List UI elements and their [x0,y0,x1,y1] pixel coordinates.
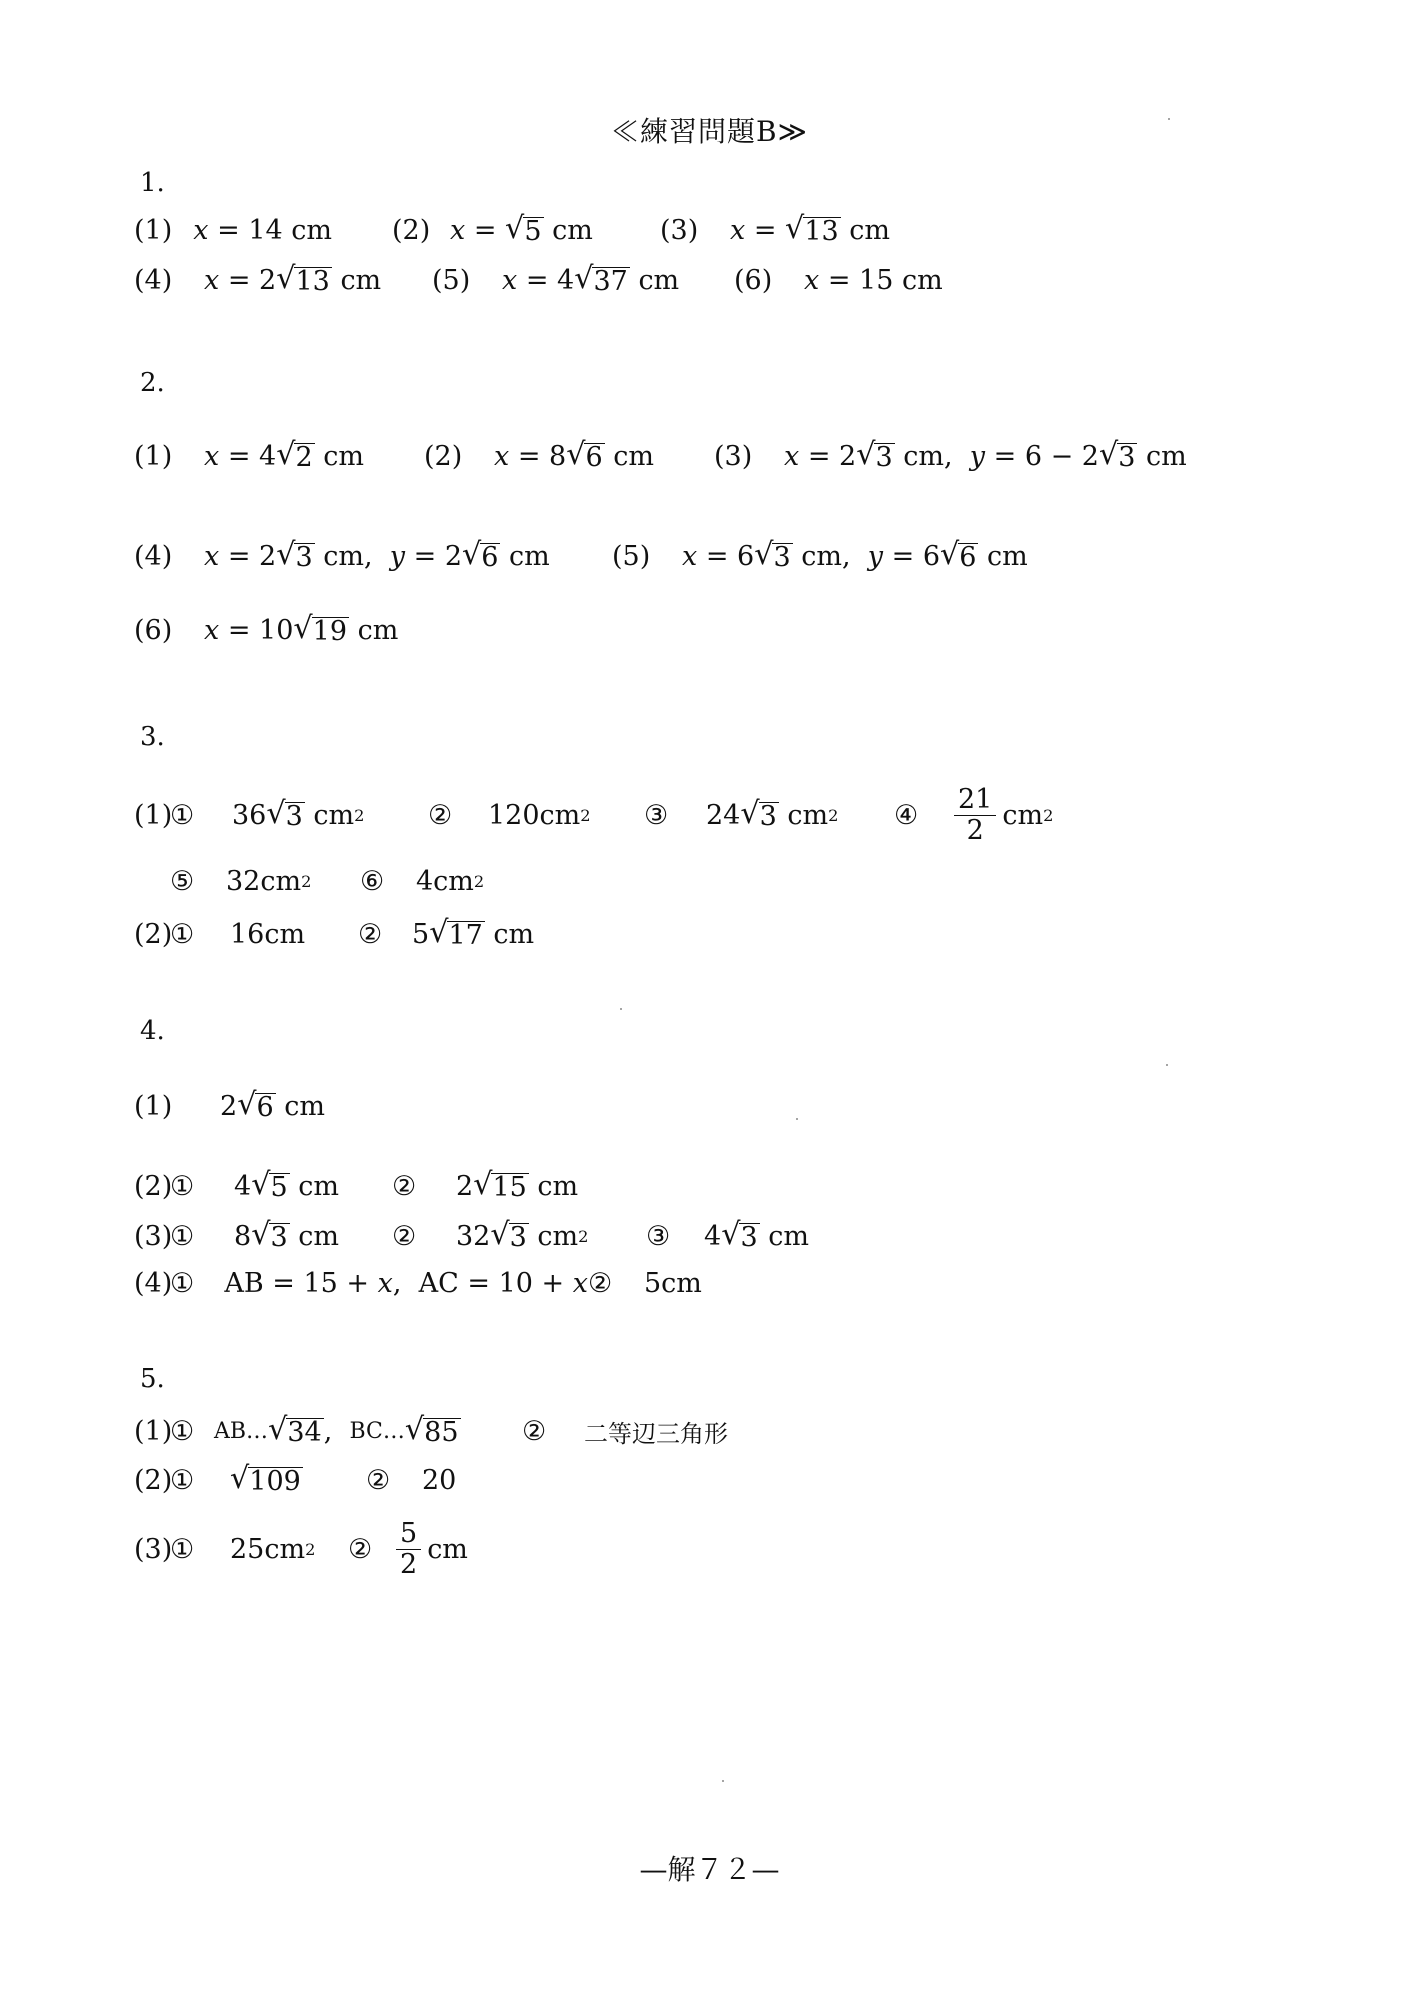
s5-p3-answer-2 [348,1519,468,1579]
s1-answer-1 [134,215,332,246]
part-label: (1) [134,1416,173,1447]
radical-sign: √ [276,261,296,296]
s5-p2-answer-1 [170,1461,366,1497]
square-root [230,1461,303,1497]
s3-p1-answer-1 [170,795,428,832]
coefficient: 5 [412,918,430,950]
part-label: (2) [134,1170,173,1202]
equals: = 2 [807,440,857,472]
scan-speck [620,1008,622,1010]
circled-number: ① [170,799,195,831]
s1-answer-2 [392,211,660,247]
radical-sign: √ [574,261,594,296]
fraction [954,785,996,845]
variable-x: x [682,540,698,572]
scan-speck [1168,118,1170,120]
s4-p2-answer-2 [392,1167,579,1203]
s3-row-1 [134,772,1053,858]
exponent: 2 [305,1539,316,1559]
circled-number: ② [522,1416,547,1447]
radical-sign: √ [293,611,313,646]
square-root [251,1167,289,1203]
s2-answer-1 [134,437,424,473]
s3-p1-answer-2 [428,800,644,831]
scan-speck [796,1118,798,1120]
section-5-number: 5. [140,1364,165,1394]
equals: = 4 [227,440,277,472]
radicand: 3 [295,542,313,573]
item-label: (4) [134,264,173,296]
s2-row-2 [134,537,1028,573]
square-root [251,1217,289,1253]
s4-p4-answer-1 [170,1268,588,1299]
s4-row-2 [134,1167,579,1203]
circled-number: ① [170,918,195,950]
s4-p3-answer-1 [170,1217,392,1253]
item-label: (6) [734,264,773,296]
radicand: 6 [256,1092,274,1123]
radical-sign: √ [429,915,449,950]
part-label: (3) [134,1220,173,1252]
circled-number: ② [392,1170,417,1202]
s1-answer-6 [734,265,943,296]
s4-p3-answer-2 [392,1217,646,1253]
exponent: 2 [580,805,591,825]
square-root [276,537,314,573]
variable-x: x [204,264,220,296]
equals: = 2 [227,264,277,296]
circled-number: ② [358,918,383,950]
square-root [266,795,304,832]
square-root [574,261,630,297]
equals: = [753,214,777,246]
s2-answer-2 [424,437,714,473]
unit: cm [357,614,399,646]
answer-text: 二等辺三角形 [584,1420,728,1448]
variable-x: x [502,264,518,296]
s3-row-3 [134,915,535,951]
page-title: ≪練習問題B≫ [611,115,808,148]
radical-sign: √ [251,1217,271,1252]
radical-sign: √ [473,1167,493,1202]
square-root [276,437,314,473]
radicand: 6 [585,442,603,473]
square-root [785,211,841,247]
comma: , [323,1416,333,1447]
s4-row-4 [134,1268,702,1299]
equals: = 6 [705,540,755,572]
radicand: 3 [759,800,777,832]
circled-number: ② [392,1220,417,1252]
s1-row-1 [134,211,890,247]
s4-row-3 [134,1217,809,1253]
circled-number: ① [170,1220,195,1252]
coefficient: 8 [234,1220,252,1252]
radicand: 13 [804,216,839,247]
square-root [237,1087,275,1123]
circled-number: ② [588,1268,613,1299]
radicand: 3 [270,1222,288,1253]
circled-number: ② [428,799,453,831]
unit: cm [284,1090,325,1122]
s5-p1-answer-1 [170,1412,522,1449]
equals: = 8 [517,440,567,472]
coefficient: 32 [456,1220,491,1252]
page-number: —解７２— [639,1853,780,1886]
part-label: (2) [134,918,173,950]
unit: cm [537,1170,579,1202]
radicand: 6 [959,542,977,573]
circled-number: ① [170,1533,195,1565]
s5-p1-answer-2 [522,1414,728,1449]
radical-sign: √ [1098,437,1119,472]
coefficient: 36 [232,799,267,831]
square-root [505,211,543,247]
s1-answer-5 [432,261,734,297]
unit: cm [1002,799,1044,831]
bc-label: BC… [349,1419,405,1444]
unit: cm [313,799,355,831]
variable-x: x [494,440,510,472]
radical-sign: √ [268,1412,288,1448]
item-label: (2) [392,214,431,246]
part-label: (3) [134,1533,173,1565]
unit: cm [509,540,550,572]
circled-number: ⑤ [170,866,195,897]
answer-text: 25cm [230,1533,306,1565]
radical-sign: √ [276,437,296,472]
unit: cm [768,1220,809,1252]
radical-sign: √ [785,211,805,246]
radicand: 3 [875,442,893,473]
radical-sign: √ [404,1412,425,1448]
coefficient: 24 [706,799,741,831]
ac-expression: AC = 10 + [418,1268,565,1299]
unit: cm [787,799,829,831]
circled-number: ④ [894,799,919,831]
s2-answer-5 [612,537,1028,573]
equals: = 6 [891,540,940,572]
coefficient: 4 [234,1170,252,1202]
square-root [293,611,349,647]
circled-number: ② [348,1533,373,1565]
unit: cm [493,918,535,950]
square-root [721,1217,759,1253]
s1-answer-3 [660,211,890,247]
item-label: (5) [612,540,651,572]
square-root [566,437,604,473]
equals: = [473,214,497,246]
unit: cm, [323,540,373,572]
radicand: 3 [285,800,303,832]
exponent: 2 [473,872,485,891]
variable-x: x [730,214,746,246]
section-4-number: 4. [140,1016,165,1046]
section-3-number: 3. [140,722,165,752]
equals: = 2 [227,540,277,572]
s2-answer-6 [134,611,399,647]
item-label: (5) [432,264,471,296]
s4-p2-answer-1 [170,1167,392,1203]
radical-sign: √ [276,537,296,572]
answer-text: = 14 cm [217,214,332,246]
square-root [473,1167,529,1203]
s3-p2-answer-1 [170,919,358,950]
radical-sign: √ [237,1087,257,1122]
part-label: (2) [134,1464,173,1496]
item-label: (3) [714,440,753,472]
radicand: 15 [492,1172,527,1203]
unit: cm, [801,540,851,572]
exponent: 2 [828,805,839,825]
circled-number: ① [170,1268,195,1299]
part-label: (1) [134,799,173,831]
unit: cm [427,1533,468,1565]
s4-p1-answer [220,1087,325,1123]
variable-y: y [867,540,884,572]
s5-p3-answer-1 [170,1534,348,1565]
square-root [268,1412,324,1449]
radical-sign: √ [754,537,774,572]
s5-p2-answer-2 [366,1465,456,1496]
square-root [276,261,332,297]
radicand: 3 [509,1222,527,1253]
square-root [490,1217,528,1253]
numerator: 5 [396,1519,421,1550]
ab-label: AB… [214,1419,269,1444]
equals: = 10 [227,614,294,646]
exponent: 2 [301,872,312,891]
answer-text: 4cm [416,866,474,897]
equals: = 2 [413,540,462,572]
answer-text: 32cm [226,866,302,897]
answer-text: 20 [422,1464,457,1496]
radicand: 5 [270,1172,288,1203]
radicand: 17 [448,920,483,951]
item-label: (2) [424,440,463,472]
coefficient: 2 [220,1090,238,1122]
s3-row-2 [170,866,484,897]
s4-row-1 [134,1087,325,1123]
radicand: 3 [773,542,791,573]
radical-sign: √ [230,1461,250,1496]
unit: cm, [903,440,953,472]
answer-text: 16cm [230,918,306,950]
circled-number: ② [366,1464,391,1496]
variable-x: x [572,1268,588,1299]
radicand: 19 [312,616,348,647]
circled-number: ⑥ [360,866,385,897]
item-label: (4) [134,540,173,572]
answer-text: = 15 cm [827,264,943,296]
radical-sign: √ [251,1167,271,1202]
square-root [1098,437,1137,473]
variable-y: y [389,540,406,572]
s3-p1-answer-4 [894,785,1053,845]
s5-row-3 [134,1506,468,1592]
radical-sign: √ [740,795,760,831]
s2-row-3 [134,611,399,647]
item-label: (1) [134,214,173,246]
section-2-number: 2. [140,368,165,398]
item-label: (1) [134,440,173,472]
exponent: 2 [354,805,365,825]
variable-y: y [969,440,986,472]
denominator: 2 [966,814,984,846]
s1-row-2 [134,261,943,297]
unit: cm [849,214,890,246]
equals: = 4 [525,264,575,296]
radicand: 2 [295,442,313,473]
answer-text: 120cm [488,799,581,831]
exponent: 2 [1043,805,1054,825]
variable-x: x [204,540,220,572]
square-root [404,1412,461,1449]
radicand: 85 [424,1417,459,1449]
exponent: 2 [578,1226,589,1246]
s4-p4-answer-2 [588,1268,702,1299]
unit: cm [323,440,364,472]
unit: cm [1146,440,1187,472]
numerator: 21 [954,785,996,816]
answer-text: 5cm [644,1268,702,1299]
radical-sign: √ [505,211,525,246]
unit: cm [537,1220,579,1252]
variable-x: x [193,214,209,246]
radicand: 3 [1118,442,1136,473]
unit: cm [638,264,680,296]
s1-answer-4 [134,261,432,297]
section-1-number: 1. [140,168,165,198]
radicand: 34 [287,1417,322,1449]
radicand: 6 [481,542,499,573]
unit: cm [298,1170,339,1202]
radical-sign: √ [266,795,286,831]
variable-x: x [204,614,220,646]
circled-number: ③ [644,799,669,831]
coefficient: 4 [704,1220,722,1252]
s4-p3-answer-3 [646,1217,809,1253]
radical-sign: √ [856,437,876,472]
item-label: (6) [134,614,173,646]
radicand: 109 [249,1466,301,1497]
scan-speck [1166,1064,1168,1066]
s3-p1-answer-3 [644,795,894,832]
circled-number: ① [170,1170,195,1202]
coefficient: 2 [456,1170,474,1202]
square-root [754,537,792,573]
item-label: (3) [660,214,699,246]
radicand: 3 [740,1222,758,1253]
unit: cm [552,214,593,246]
circled-number: ① [170,1464,195,1496]
circled-number: ③ [646,1220,671,1252]
s2-row-1 [134,437,1187,473]
unit: cm [613,440,654,472]
unit: cm [987,540,1028,572]
s2-answer-3 [714,437,1187,473]
s2-answer-4 [134,537,612,573]
scan-speck [722,1780,724,1782]
square-root [462,537,500,573]
radical-sign: √ [940,537,960,572]
radicand: 37 [593,266,628,297]
radicand: 13 [295,266,330,297]
s3-p1-answer-5 [170,866,360,897]
variable-x: x [377,1268,393,1299]
radical-sign: √ [490,1217,510,1252]
circled-number: ① [170,1416,195,1447]
fraction [396,1519,421,1579]
square-root [429,915,485,951]
unit: cm [298,1220,339,1252]
variable-x: x [204,440,220,472]
radical-sign: √ [566,437,586,472]
radical-sign: √ [721,1217,741,1252]
variable-x: x [450,214,466,246]
part-label: (4) [134,1268,173,1299]
s5-row-1 [134,1414,728,1449]
ab-expression: AB = 15 + [224,1268,370,1299]
variable-x: x [804,264,820,296]
square-root [856,437,894,473]
variable-x: x [784,440,800,472]
radicand: 5 [524,216,542,247]
radical-sign: √ [462,537,482,572]
part-label: (1) [134,1090,173,1122]
s5-row-2 [134,1461,457,1497]
square-root [740,795,778,832]
unit: cm [340,264,382,296]
denominator: 2 [400,1548,418,1580]
equals: = 6 − 2 [993,440,1099,472]
s3-p2-answer-2 [358,915,535,951]
comma: , [392,1268,402,1299]
s3-p1-answer-6 [360,866,484,897]
square-root [940,537,978,573]
